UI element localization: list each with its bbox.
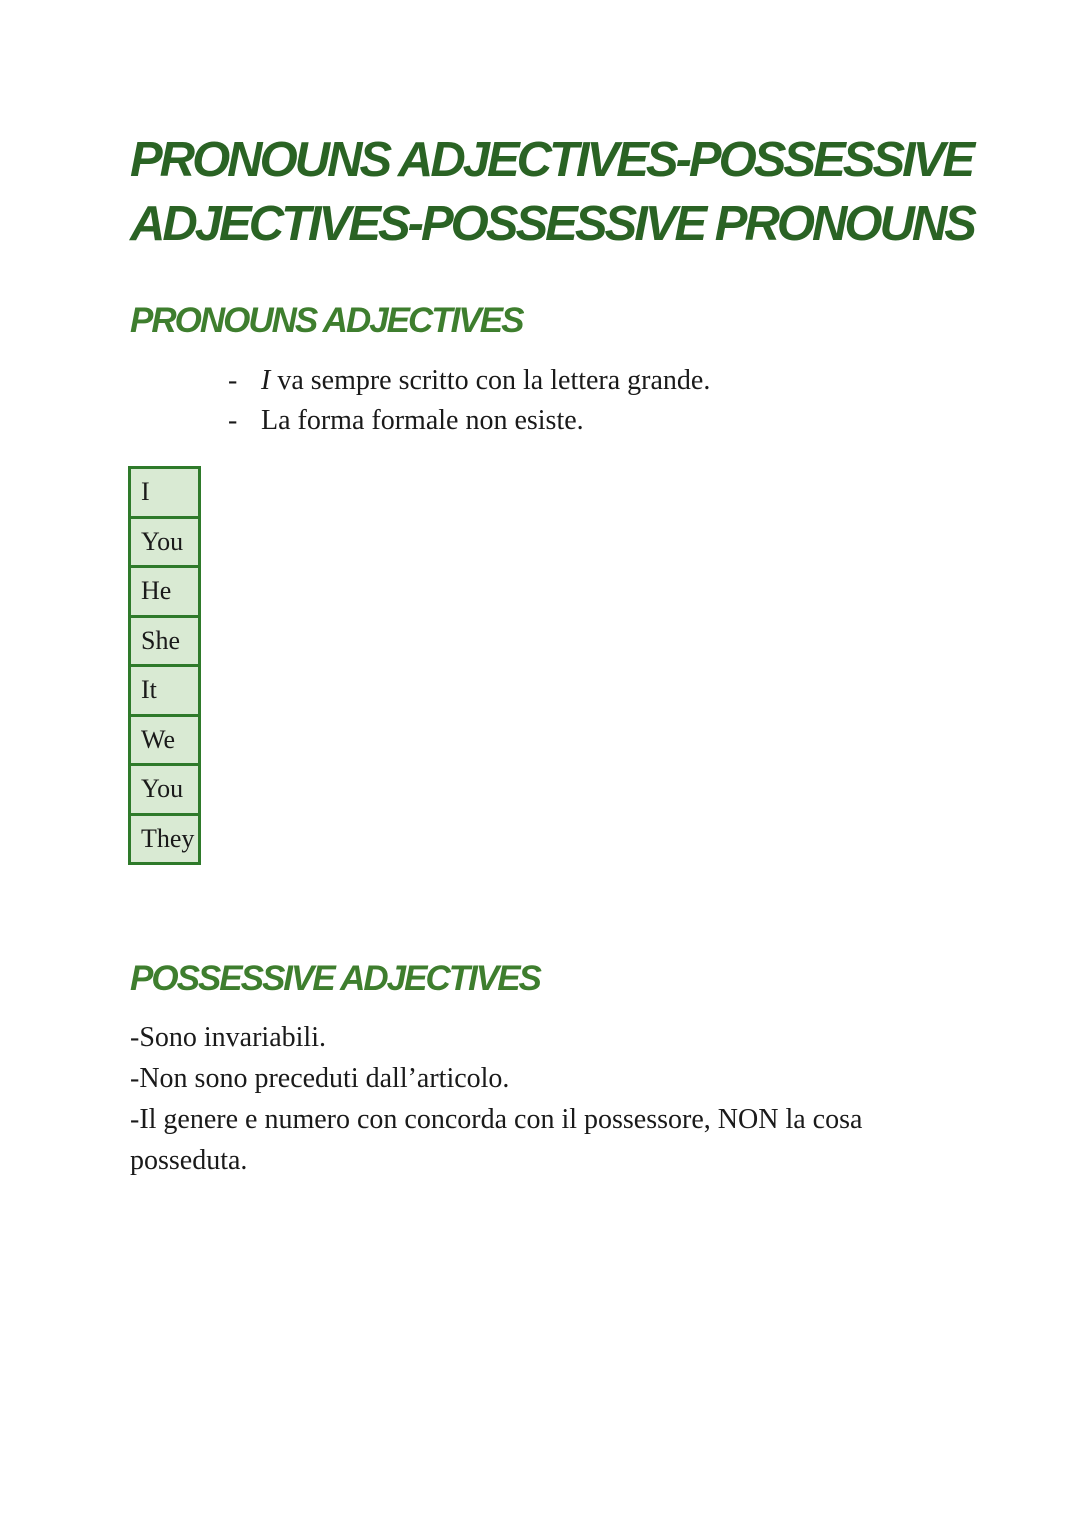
table-row bbox=[130, 666, 200, 716]
bullet-text: La forma formale non esiste. bbox=[261, 405, 584, 436]
table-row bbox=[130, 468, 200, 518]
bullet-dash: - bbox=[228, 405, 238, 436]
table-cell: It bbox=[130, 666, 200, 716]
bullet-text bbox=[261, 361, 710, 401]
section-heading-possessive-adjectives: POSSESSIVE ADJECTIVES bbox=[130, 959, 540, 998]
table-cell: They bbox=[130, 814, 200, 864]
page-title-line-1: PRONOUNS ADJECTIVES-POSSESSIVE bbox=[130, 133, 973, 187]
page-title bbox=[130, 128, 974, 256]
note-line: -Sono invariabili. bbox=[130, 1022, 326, 1053]
table-row bbox=[130, 567, 200, 617]
table-row bbox=[130, 765, 200, 815]
table-row bbox=[130, 715, 200, 765]
list-item bbox=[228, 401, 710, 441]
bullet-italic-word: I bbox=[261, 365, 271, 396]
table-cell: I bbox=[130, 468, 200, 518]
pronouns-notes-list bbox=[228, 361, 710, 441]
table-cell: You bbox=[130, 517, 200, 567]
table-row bbox=[130, 517, 200, 567]
table-cell: She bbox=[130, 616, 200, 666]
section-heading-pronouns-adjectives: PRONOUNS ADJECTIVES bbox=[130, 301, 523, 340]
note-line: -Il genere e numero con concorda con il possessore, NON la cosa posseduta. bbox=[130, 1104, 863, 1176]
table-row bbox=[130, 814, 200, 864]
table-cell: You bbox=[130, 765, 200, 815]
note-line: -Non sono preceduti dall’articolo. bbox=[130, 1063, 510, 1094]
list-item bbox=[228, 361, 710, 401]
bullet-rest: va sempre scritto con la lettera grande. bbox=[270, 365, 711, 396]
pronouns-table bbox=[128, 466, 201, 865]
page-title-line-2: ADJECTIVES-POSSESSIVE PRONOUNS bbox=[130, 197, 974, 251]
table-cell: We bbox=[130, 715, 200, 765]
bullet-dash: - bbox=[228, 365, 238, 396]
table-cell: He bbox=[130, 567, 200, 617]
table-row bbox=[130, 616, 200, 666]
possessive-adjectives-notes bbox=[130, 1017, 970, 1181]
